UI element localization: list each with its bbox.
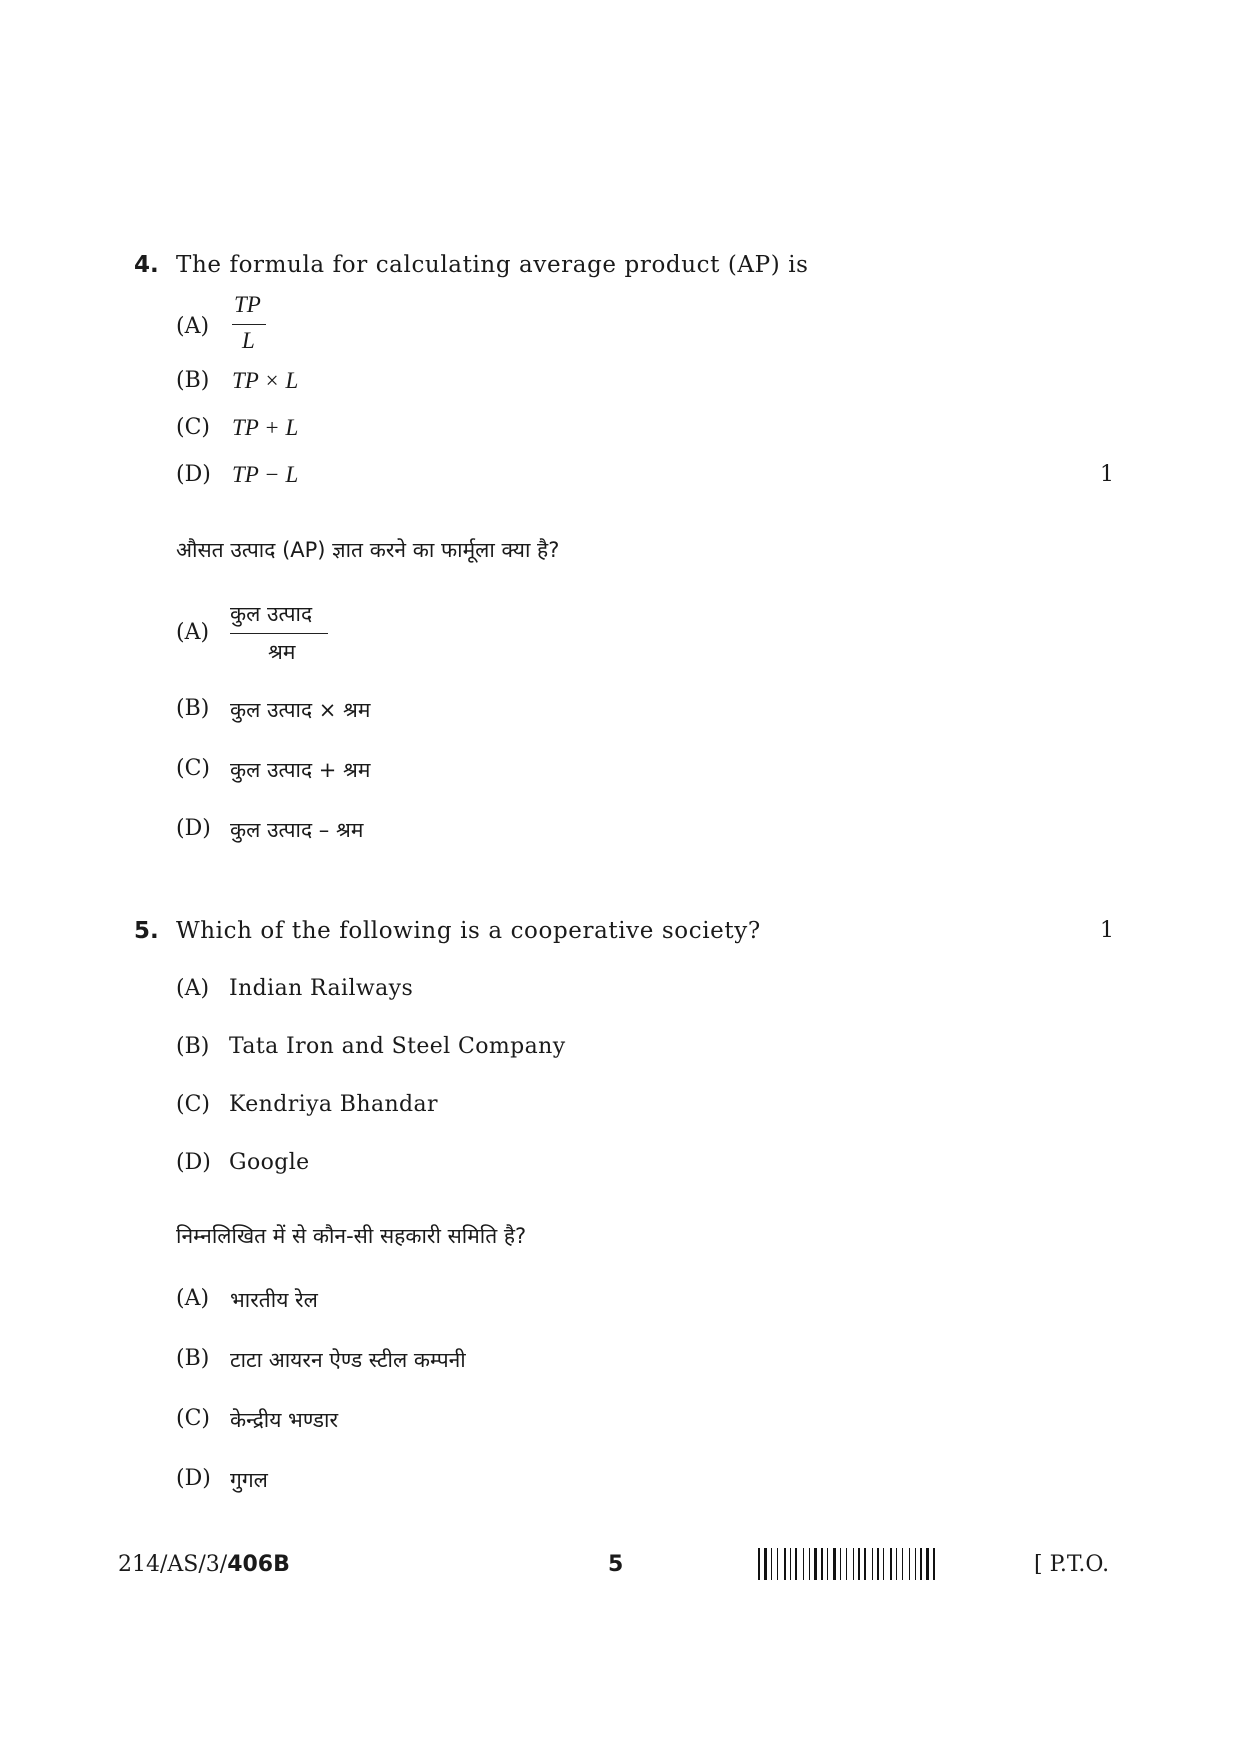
q4-option-a-fraction-bar (232, 324, 266, 325)
q4-hindi-option-a-label: (A) (176, 620, 210, 645)
page-number: 5 (608, 1552, 624, 1577)
q5-hindi-option-b-label: (B) (176, 1346, 210, 1371)
q5-option-d-label: (D) (176, 1150, 211, 1175)
q4-marks: 1 (1100, 462, 1114, 487)
q4-hindi-option-a-fraction-bar (230, 633, 328, 634)
q4-option-d-text: TP − L (232, 462, 299, 487)
q5-hindi-option-c-label: (C) (176, 1406, 210, 1431)
q4-option-b-label: (B) (176, 368, 210, 393)
q5-hindi-option-b-text: टाटा आयरन ऐण्ड स्टील कम्पनी (230, 1348, 466, 1372)
q4-hindi-option-b-text: कुल उत्पाद × श्रम (230, 698, 371, 722)
barcode-icon (756, 1548, 1014, 1580)
q5-option-b-label: (B) (176, 1034, 210, 1059)
q4-hindi-option-d-label: (D) (176, 816, 211, 841)
paper-code (118, 1552, 290, 1577)
question-4-number: 4. (134, 252, 159, 278)
q4-option-a-numerator: TP (234, 292, 261, 317)
q5-option-d-text: Google (229, 1150, 310, 1175)
q4-hindi-option-a-numerator: कुल उत्पाद (230, 602, 313, 626)
q5-option-a-label: (A) (176, 976, 210, 1001)
question-4-text: The formula for calculating average product (AP) is (176, 252, 809, 278)
q4-option-c-text: TP + L (232, 415, 299, 440)
q4-hindi-option-c-text: कुल उत्पाद + श्रम (230, 758, 371, 782)
question-5-number: 5. (134, 918, 159, 944)
q5-hindi-option-c-text: केन्द्रीय भण्डार (230, 1408, 339, 1432)
q5-hindi-option-d-label: (D) (176, 1466, 211, 1491)
paper-code-prefix: 214/AS/3/ (118, 1552, 228, 1577)
q5-hindi-option-d-text: गुगल (230, 1468, 268, 1492)
q5-option-c-label: (C) (176, 1092, 210, 1117)
q4-hindi-option-a-denominator: श्रम (268, 640, 296, 664)
q5-hindi-option-a-text: भारतीय रेल (230, 1288, 318, 1312)
q5-option-a-text: Indian Railways (229, 976, 414, 1001)
q4-option-a-denominator: L (242, 328, 255, 353)
q5-hindi-option-a-label: (A) (176, 1286, 210, 1311)
q4-option-b-text: TP × L (232, 368, 299, 393)
q5-option-b-text: Tata Iron and Steel Company (229, 1034, 566, 1059)
question-5-text: Which of the following is a cooperative society? (176, 918, 761, 944)
q5-option-c-text: Kendriya Bhandar (229, 1092, 438, 1117)
q4-hindi-option-b-label: (B) (176, 696, 210, 721)
q4-option-d-label: (D) (176, 462, 211, 487)
question-5-hindi-text: निम्नलिखित में से कौन-सी सहकारी समिति है? (176, 1224, 527, 1248)
q4-option-a-label: (A) (176, 314, 210, 339)
paper-code-bold: 406B (227, 1552, 290, 1577)
question-4-hindi-text: औसत उत्पाद (AP) ज्ञात करने का फार्मूला क्या है? (176, 538, 560, 562)
q4-option-c-label: (C) (176, 415, 210, 440)
q4-hindi-option-c-label: (C) (176, 756, 210, 781)
q4-hindi-option-d-text: कुल उत्पाद – श्रम (230, 818, 364, 842)
q5-marks: 1 (1100, 918, 1114, 943)
pto-label: [ P.T.O. (1034, 1552, 1110, 1577)
